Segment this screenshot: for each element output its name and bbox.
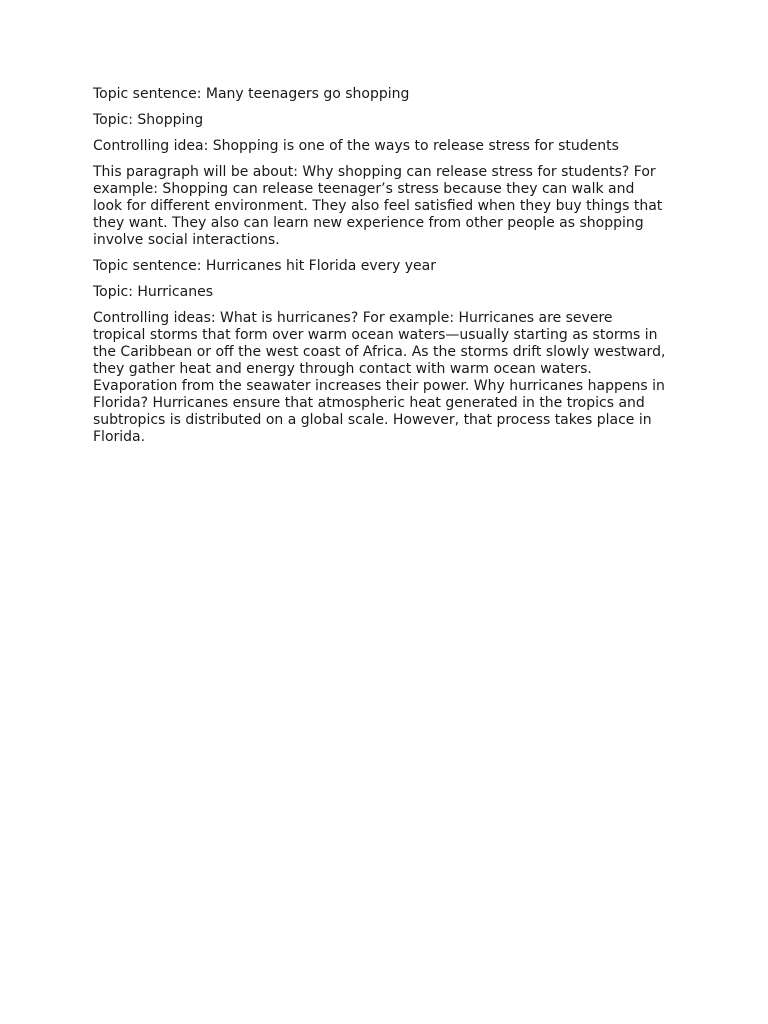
text-line: involve social interactions. [93, 232, 280, 248]
text-line: example: Shopping can release teenager’s stress because they can walk and [93, 181, 635, 197]
text-line: Controlling idea: Shopping is one of the ways to release stress for students [93, 138, 619, 154]
document-page [93, 86, 683, 455]
text-line: This paragraph will be about: Why shopping can release stress for students? For [93, 164, 656, 180]
text-line: Controlling ideas: What is hurricanes? For example: Hurricanes are severe [93, 310, 613, 326]
paragraph-about-shopping [93, 164, 683, 249]
controlling-ideas-hurricanes [93, 310, 683, 446]
text-line: subtropics is distributed on a global scale. However, that process takes place in [93, 412, 652, 428]
text-line: the Caribbean or off the west coast of Africa. As the storms drift slowly westward, [93, 344, 666, 360]
text-line: Topic: Hurricanes [93, 284, 213, 300]
text-line: Topic sentence: Hurricanes hit Florida every year [93, 258, 436, 274]
text-line: they gather heat and energy through contact with warm ocean waters. [93, 361, 592, 377]
text-line: tropical storms that form over warm ocean waters—usually starting as storms in [93, 327, 658, 343]
topic-sentence-hurricanes [93, 258, 683, 275]
controlling-idea-shopping [93, 138, 683, 155]
text-line: Topic sentence: Many teenagers go shopping [93, 86, 410, 102]
text-line: Topic: Shopping [93, 112, 204, 128]
topic-hurricanes [93, 284, 683, 301]
text-line: Florida? Hurricanes ensure that atmospheric heat generated in the tropics and [93, 395, 645, 411]
text-line: Evaporation from the seawater increases their power. Why hurricanes happens in [93, 378, 665, 394]
topic-shopping [93, 112, 683, 129]
text-line: look for different environment. They also feel satisfied when they buy things that [93, 198, 663, 214]
topic-sentence-shopping [93, 86, 683, 103]
text-line: they want. They also can learn new experience from other people as shopping [93, 215, 644, 231]
text-line: Florida. [93, 429, 146, 445]
